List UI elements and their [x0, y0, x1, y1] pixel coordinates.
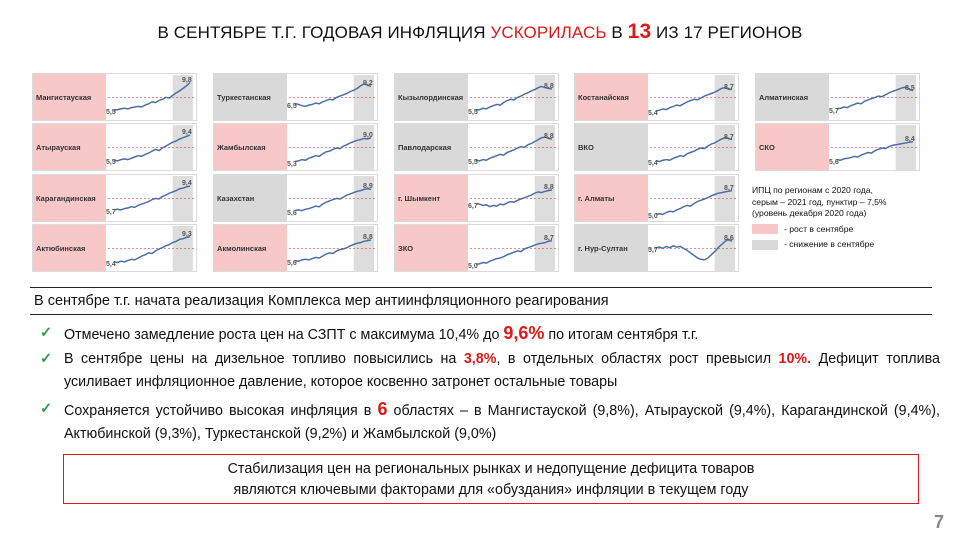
region-name: г. Нур-Султан: [575, 225, 648, 271]
end-value-label: 9,4: [182, 129, 192, 137]
region-tile: [574, 123, 739, 171]
region-tile: [574, 174, 739, 222]
end-value-label: 8,7: [544, 234, 554, 242]
region-tile: [394, 123, 559, 171]
chart-legend: [752, 185, 952, 251]
start-value-label: 5,7: [648, 246, 658, 254]
year-2021-shade: [715, 125, 735, 171]
legend-note-1: ИПЦ по регионам с 2020 года,: [752, 185, 873, 195]
start-value-label: 5,7: [829, 107, 839, 115]
region-name: г. Шымкент: [395, 175, 468, 221]
start-value-label: 5,4: [648, 109, 658, 117]
year-2021-shade: [896, 75, 916, 121]
bullet-2: [40, 348, 940, 394]
region-line-chart: [648, 124, 740, 172]
bullet-1: [40, 322, 940, 347]
start-value-label: 5,6: [287, 259, 297, 267]
legend-swatch-grey: [752, 240, 778, 250]
region-name: Туркестанская: [214, 74, 287, 120]
region-line-chart: [648, 175, 740, 223]
start-value-label: 5,7: [106, 208, 116, 216]
region-name: Акмолинская: [214, 225, 287, 271]
region-line-chart: [468, 225, 560, 273]
legend-note-2: серым – 2021 год, пунктир – 7,5%: [752, 196, 887, 207]
end-value-label: 8,7: [724, 133, 734, 141]
region-line-chart: [468, 175, 560, 223]
end-value-label: 8,6: [724, 235, 734, 243]
year-2021-shade: [535, 226, 555, 272]
bullet-2-text: [64, 348, 940, 394]
region-tile: [394, 174, 559, 222]
region-tile: [574, 224, 739, 272]
bullet-2-pre: В сентябре цены на дизельное топливо повысились на: [64, 351, 464, 367]
region-tile: [32, 224, 197, 272]
start-value-label: 6,5: [287, 102, 297, 110]
end-value-label: 9,8: [182, 76, 192, 84]
bullet-1-pre: Отмечено замедление роста цен на СЗПТ с максимума 10,4% до: [64, 327, 504, 343]
end-value-label: 9,3: [182, 230, 192, 238]
legend-label-rise: - рост в сентябре: [784, 223, 854, 234]
year-2021-shade: [354, 226, 374, 272]
year-2021-shade: [715, 75, 735, 121]
year-2021-shade: [535, 176, 555, 222]
region-tile: [32, 123, 197, 171]
region-line-chart: [468, 74, 560, 122]
legend-label-fall: - снижение в сентябре: [784, 239, 875, 249]
legend-row-fall: [752, 239, 952, 251]
bullet-3: [40, 398, 940, 446]
region-name: ВКО: [575, 124, 648, 170]
end-value-label: 8,8: [363, 234, 373, 241]
end-value-label: 9,2: [363, 80, 373, 88]
year-2021-shade: [715, 176, 735, 222]
title-number: 13: [627, 20, 652, 43]
start-value-label: 5,3: [287, 160, 297, 168]
legend-swatch-pink: [752, 224, 778, 234]
callout-line-1: Стабилизация цен на региональных рынках и недопущение дефицита товаров: [227, 461, 755, 477]
region-tile: [213, 174, 378, 222]
end-value-label: 9,4: [182, 180, 192, 188]
bullet-3-pre: Сохраняется устойчиво высокая инфляция в: [64, 403, 378, 419]
start-value-label: 5,5: [468, 109, 478, 117]
end-value-label: 8,9: [363, 183, 373, 191]
start-value-label: 5,6: [829, 158, 839, 166]
region-line-chart: [287, 175, 379, 223]
end-value-label: 8,7: [724, 184, 734, 192]
region-line-chart: [829, 74, 921, 122]
region-tile: [32, 174, 197, 222]
region-name: СКО: [756, 124, 829, 170]
start-value-label: 5,5: [106, 109, 116, 117]
bullet-1-text: [64, 322, 698, 347]
callout-line-2: являются ключевыми факторами для «обуздания» инфляции в текущем году: [233, 482, 749, 498]
region-tile: [213, 224, 378, 272]
year-2021-shade: [535, 75, 555, 121]
end-value-label: 8,8: [544, 83, 554, 90]
title-mid: В: [606, 23, 628, 42]
start-value-label: 5,4: [648, 159, 658, 167]
start-value-label: 5,6: [287, 209, 297, 217]
start-value-label: 5,5: [468, 159, 478, 167]
region-line-chart: [648, 74, 740, 122]
title-post: ИЗ 17 РЕГИОНОВ: [651, 23, 803, 42]
end-value-label: 8,4: [905, 135, 915, 143]
region-tile: [213, 73, 378, 121]
legend-note-3: (уровень декабря 2020 года): [752, 208, 867, 218]
title-verb: УСКОРИЛАСЬ: [490, 23, 607, 42]
region-name: Алматинская: [756, 74, 829, 120]
region-line-chart: [468, 124, 560, 172]
conclusion-callout: [63, 454, 919, 504]
region-tile: [755, 123, 920, 171]
year-2021-shade: [535, 125, 555, 171]
region-line-chart: [287, 225, 379, 273]
region-tile: [394, 73, 559, 121]
check-icon: ✓: [40, 325, 52, 341]
start-value-label: 5,0: [648, 213, 658, 220]
check-icon: ✓: [40, 351, 52, 367]
region-name: ЗКО: [395, 225, 468, 271]
subheading: В сентябре т.г. начата реализация Комплекса мер антиинфляционного реагирования: [30, 287, 932, 315]
region-name: г. Алматы: [575, 175, 648, 221]
end-value-label: 8,7: [724, 83, 734, 91]
bullet-2-number-2: 10%.: [778, 351, 812, 367]
region-line-chart: [648, 225, 740, 273]
region-name: Карагандинская: [33, 175, 106, 221]
bullet-2-number-1: 3,8%: [463, 351, 497, 367]
end-value-label: 8,8: [544, 133, 554, 140]
region-tile: [755, 73, 920, 121]
bullet-3-text: [64, 398, 940, 446]
end-value-label: 8,5: [905, 84, 915, 92]
region-name: Павлодарская: [395, 124, 468, 170]
region-tile: [32, 73, 197, 121]
check-icon: ✓: [40, 401, 52, 417]
region-name: Кызылординская: [395, 74, 468, 120]
region-name: Атырауская: [33, 124, 106, 170]
bullet-3-number: 6: [377, 399, 388, 419]
bullet-1-number: 9,6%: [503, 323, 545, 343]
start-value-label: 6,7: [468, 202, 478, 210]
region-tile: [394, 224, 559, 272]
region-line-chart: [829, 124, 921, 172]
page-number: 7: [933, 512, 944, 532]
start-value-label: 5,5: [106, 159, 116, 167]
region-name: Актюбинская: [33, 225, 106, 271]
end-value-label: 9,0: [363, 131, 373, 139]
region-name: Мангистауская: [33, 74, 106, 120]
region-name: Костанайская: [575, 74, 648, 120]
title-pre: В СЕНТЯБРЕ Т.Г. ГОДОВАЯ ИНФЛЯЦИЯ: [157, 23, 491, 42]
year-2021-shade: [896, 125, 916, 171]
end-value-label: 8,8: [544, 184, 554, 191]
start-value-label: 5,0: [468, 263, 478, 270]
region-tile: [213, 123, 378, 171]
region-tile: [574, 73, 739, 121]
region-name: Казахстан: [214, 175, 287, 221]
bullet-2-mid: , в отдельных областях рост превысил: [496, 351, 779, 367]
bullet-1-post: по итогам сентября т.г.: [544, 327, 699, 343]
region-name: Жамбылская: [214, 124, 287, 170]
slide-title: [0, 20, 960, 44]
bullet-2-post: Дефицит топлива усиливает инфляционное давление, которое косвенно затронет остальные товары: [64, 351, 940, 390]
legend-row-rise: [752, 224, 952, 236]
start-value-label: 5,4: [106, 260, 116, 268]
bullet-3-post: областях – в Мангистауской (9,8%), Атырауской (9,4%), Карагандинской (9,4%), Актюбинской (9,3%), Туркестанской (9,2%) и Жамбылской (9,0%): [64, 403, 941, 442]
